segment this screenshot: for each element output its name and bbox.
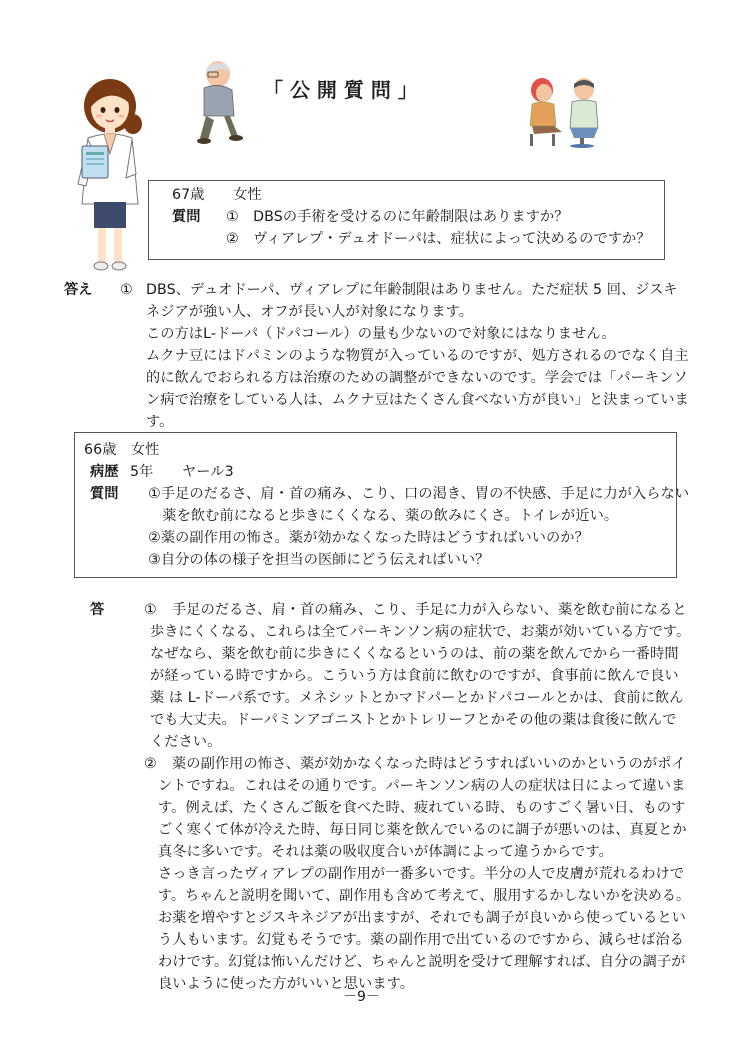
a2-part2-line-7: す。ちゃんと説明を聞いて、副作用も含めて考えて、服用するかしないかを決める。 [158,888,691,904]
a1-line-5: 的に飲んでおられる方は治療のための調整ができないのです。学会では「パーキンソ [146,370,688,386]
q1-profile: 67歳 女性 [172,187,262,203]
a2-part2-line-5: 真冬に多いです。それは薬の吸収度合いが体調によって違うからです。 [158,844,613,860]
a2-part2-line-8: お薬を増やすとジスキネジアが出ますが、それでも調子が良いから使っているとい [158,910,686,926]
a2-num-2: ② [144,756,157,772]
q2-item-3: ②薬の副作用の怖さ。薬が効かなくなった時はどうすればいいのか？ [148,530,589,546]
q2-label: 質問 [90,486,119,502]
a2-part1-line-6: でも大丈夫。ドーパミンアゴニストとかトレリーフとかその他の薬は食後に飲んで [150,712,677,728]
a2-part2-line-6: さっき言ったヴィアレプの副作用が一番多いです。半分の人で皮膚が荒れるわけで [158,866,685,882]
a2-part2-line-1: 薬の副作用の怖さ、薬が効かなくなった時はどうすればいいのかというのがポイ [172,756,686,772]
a1-line-4: ムクナ豆にはドパミンのような物質が入っているのですが、処方されるのでなく自主 [146,348,689,364]
a1-line-3: この方はL-ドーパ（ドパコール）の量も少ないので対象にはなりません。 [146,326,616,342]
a1-line-1: DBS、デュオドーパ、ヴィアレプに年齢制限はありません。ただ症状 5 回、ジスキ [146,282,678,298]
q2-history-label: 病歴 [90,464,119,480]
a2-part2-line-10: わけです。幻覚は怖いんだけど、ちゃんと説明を受けて理解すれば、自分の調子が [158,954,686,970]
a2-part1-line-3: なぜなら、薬を飲む前に歩きにくくなるというのは、前の薬を飲んでから一番時間 [150,646,679,662]
a2-label: 答 [90,602,105,618]
page-title: 「 公 開 質 問 」 [263,78,418,102]
a2-part2-line-4: ごく寒くて体が冷えた時、毎日同じ薬を飲んでいるのに調子が悪いのは、真夏とか [158,822,687,838]
a1-line-7: す。 [146,414,174,430]
a2-part1-line-5: 薬 は L-ドーパ系です。メネシットとかマドパーとかドパコールとかは、食前に飲ん [150,690,684,706]
q2-item-1: ①手足のだるさ、肩・首の痛み、こり、口の渇き、胃の不快感、手足に力が入らない [148,486,690,502]
a2-part1-line-2: 歩きにくくなる、これらは全てパーキンソン病の症状で、お薬が効いている方です。 [150,624,691,640]
q2-item-2: 薬を飲む前になると歩きにくくなる、薬の飲みにくさ。トイレが近い。 [148,508,619,524]
page-number: －9－ [343,989,380,1005]
a1-line-6: ン病で治療をしている人は、ムクナ豆はたくさん食べない方が良い」と決まっていま [146,392,689,408]
a1-label: 答え [64,282,93,298]
q2-history-value: 5年 ヤール3 [130,464,234,480]
q2-profile: 66歳 女性 [84,442,160,458]
doctor-patient-illustration [524,76,610,148]
a2-part2-line-9: う人もいます。幻覚もそうです。薬の副作用で出ているのですから、減らせば治る [158,932,684,948]
q2-item-4: ③自分の体の様子を担当の医師にどう伝えればいい？ [148,552,490,568]
a2-part2-line-3: す。例えば、たくさんご飯を食べた時、疲れている時、ものすごく暑い日、ものす [158,800,686,816]
a2-part1-line-4: が経っている時ですから。こういう方は食前に飲むのですが、食事前に飲んで良い [150,668,679,684]
q1-label: 質問 [172,209,201,225]
q1-item-1: ① DBSの手術を受けるのに年齢制限はありますか？ [226,209,569,225]
elderly-walking-illustration [192,60,246,144]
nurse-illustration [70,74,152,274]
a2-part1-line-1: 手足のだるさ、肩・首の痛み、こり、手足に力が入らない、薬を飲む前になると [172,602,687,618]
a2-num-1: ① [144,602,157,618]
a1-line-2: ネジアが強い人、オフが長い人が対象になります。 [146,304,474,320]
a2-part2-line-2: ントですね。これはその通りです。パーキンソン病の人の症状は日によって違いま [158,778,686,794]
q1-item-2: ② ヴィアレプ・デュオドーパは、症状によって決めるのですか？ [226,231,651,247]
a2-part1-line-7: ください。 [150,734,222,750]
a1-num: ① [120,282,133,298]
a2-part2-line-11: 良いように使った方がいいと思います。 [158,976,415,992]
